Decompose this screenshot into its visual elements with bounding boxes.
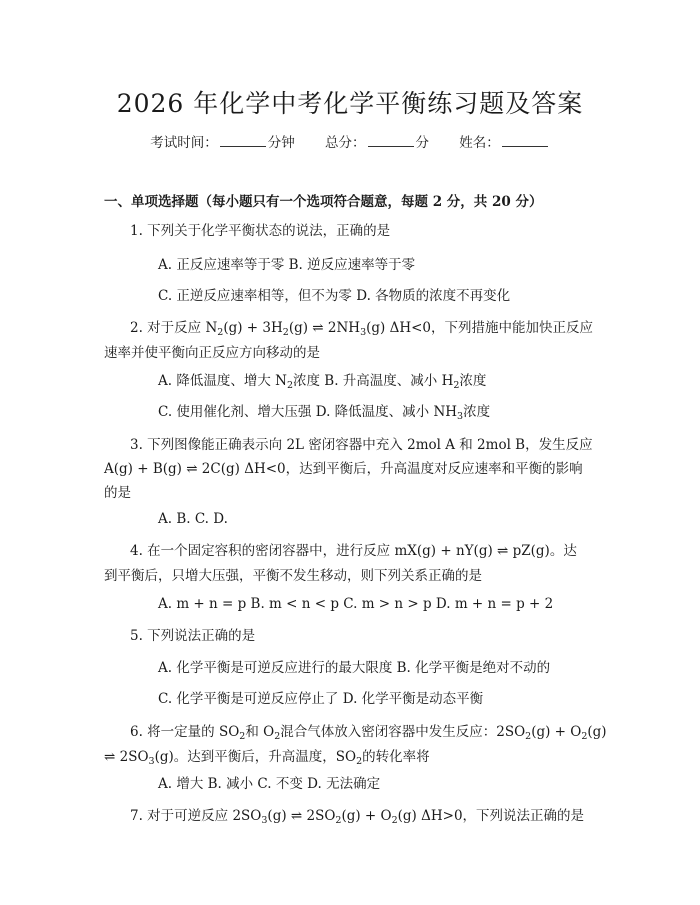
subscript: 3 bbox=[360, 327, 367, 338]
question-3-stem-cont1: A(g) + B(g) ⇌ 2C(g) ΔH<0，达到平衡后，升高温度对反应速率和平衡的影响 bbox=[104, 461, 583, 477]
section-heading: 一、单项选择题（每小题只有一个选项符合题意，每题 2 分，共 20 分） bbox=[104, 194, 543, 210]
text-part: 2. 对于反应 N bbox=[130, 320, 218, 336]
question-4-stem-cont: 到平衡后，只增大压强，平衡不发生移动，则下列关系正确的是 bbox=[104, 568, 482, 584]
text-part: 浓度 B. 升高温度、减小 H bbox=[292, 373, 454, 389]
subscript: 3 bbox=[261, 815, 268, 826]
subscript: 2 bbox=[286, 380, 293, 391]
time-label: 考试时间： bbox=[150, 135, 218, 151]
text-part: 浓度 bbox=[459, 373, 487, 389]
text-part: ⇌ 2SO bbox=[104, 749, 149, 765]
question-3-stem: 3. 下列图像能正确表示向 2L 密闭容器中充入 2mol A 和 2mol B，发生反应 bbox=[130, 437, 593, 453]
subscript: 2 bbox=[217, 327, 224, 338]
name-field bbox=[459, 135, 550, 151]
question-6-stem-cont bbox=[104, 751, 430, 765]
time-unit: 分钟 bbox=[267, 135, 295, 151]
page-title: 2026 年化学中考化学平衡练习题及答案 bbox=[116, 89, 584, 118]
text-part: (g) + O bbox=[341, 808, 392, 824]
question-4-options: A. m + n = p B. m < n < p C. m > n > p D. m + n = p + 2 bbox=[158, 596, 554, 612]
text-part: (g) ΔH<0，下列措施中能加快正反应 bbox=[366, 320, 593, 336]
text-part: (g) ⇌ 2NH bbox=[288, 320, 361, 336]
subscript: 2 bbox=[581, 731, 588, 742]
question-2-options-cd bbox=[158, 406, 490, 420]
text-part: (g) ΔH>0，下列说法正确的是 bbox=[397, 808, 585, 824]
text-part: (g) bbox=[587, 724, 607, 740]
exam-info bbox=[0, 131, 700, 151]
text-part: (g)。达到平衡后，升高温度，SO bbox=[154, 749, 357, 765]
question-3-stem-cont2: 的是 bbox=[104, 485, 131, 501]
subscript: 2 bbox=[453, 380, 460, 391]
text-part: (g) ⇌ 2SO bbox=[267, 808, 336, 824]
name-label: 姓名： bbox=[459, 135, 500, 151]
score-unit: 分 bbox=[415, 135, 429, 151]
question-7-stem bbox=[130, 810, 584, 824]
subscript: 2 bbox=[274, 731, 281, 742]
text-part: 浓度 bbox=[463, 404, 491, 420]
subscript: 2 bbox=[282, 327, 289, 338]
question-2-options-ab bbox=[158, 375, 486, 389]
question-6-stem bbox=[130, 726, 607, 740]
subscript: 2 bbox=[356, 756, 363, 767]
score-label: 总分： bbox=[325, 135, 366, 151]
subscript: 2 bbox=[525, 731, 532, 742]
text-part: (g) + O bbox=[531, 724, 582, 740]
text-part: 的转化率将 bbox=[362, 749, 430, 765]
question-3-options: A. B. C. D. bbox=[158, 511, 228, 527]
subscript: 3 bbox=[148, 756, 155, 767]
text-part: 7. 对于可逆反应 2SO bbox=[130, 808, 262, 824]
text-part: 6. 将一定量的 SO bbox=[130, 724, 240, 740]
text-part: A. 降低温度、增大 N bbox=[158, 373, 287, 389]
question-5-options-ab: A. 化学平衡是可逆反应进行的最大限度 B. 化学平衡是绝对不动的 bbox=[158, 660, 551, 676]
subscript: 2 bbox=[335, 815, 342, 826]
text-part: (g) + 3H bbox=[223, 320, 283, 336]
time-blank[interactable] bbox=[220, 134, 266, 147]
name-blank[interactable] bbox=[502, 134, 548, 147]
subscript: 2 bbox=[239, 731, 246, 742]
question-4-stem: 4. 在一个固定容积的密闭容器中，进行反应 mX(g) + nY(g) ⇌ pZ(g)。达 bbox=[130, 543, 577, 559]
question-5-stem: 5. 下列说法正确的是 bbox=[130, 628, 256, 644]
time-field bbox=[150, 135, 299, 151]
question-5-options-cd: C. 化学平衡是可逆反应停止了 D. 化学平衡是动态平衡 bbox=[158, 691, 484, 707]
subscript: 2 bbox=[391, 815, 398, 826]
score-field bbox=[325, 135, 433, 151]
question-1-options-ab: A. 正反应速率等于零 B. 逆反应速率等于零 bbox=[158, 257, 416, 273]
text-part: 混合气体放入密闭容器中发生反应：2SO bbox=[280, 724, 526, 740]
question-1-options-cd: C. 正逆反应速率相等，但不为零 D. 各物质的浓度不再变化 bbox=[158, 288, 511, 304]
score-blank[interactable] bbox=[368, 134, 414, 147]
text-part: 和 O bbox=[245, 724, 275, 740]
text-part: C. 使用催化剂、增大压强 D. 降低温度、减小 NH bbox=[158, 404, 458, 420]
question-2-stem bbox=[130, 322, 593, 336]
question-2-stem-cont: 速率并使平衡向正反应方向移动的是 bbox=[104, 345, 320, 361]
question-1-stem: 1. 下列关于化学平衡状态的说法，正确的是 bbox=[130, 223, 391, 239]
subscript: 3 bbox=[457, 411, 464, 422]
question-6-options: A. 增大 B. 减小 C. 不变 D. 无法确定 bbox=[158, 776, 381, 792]
